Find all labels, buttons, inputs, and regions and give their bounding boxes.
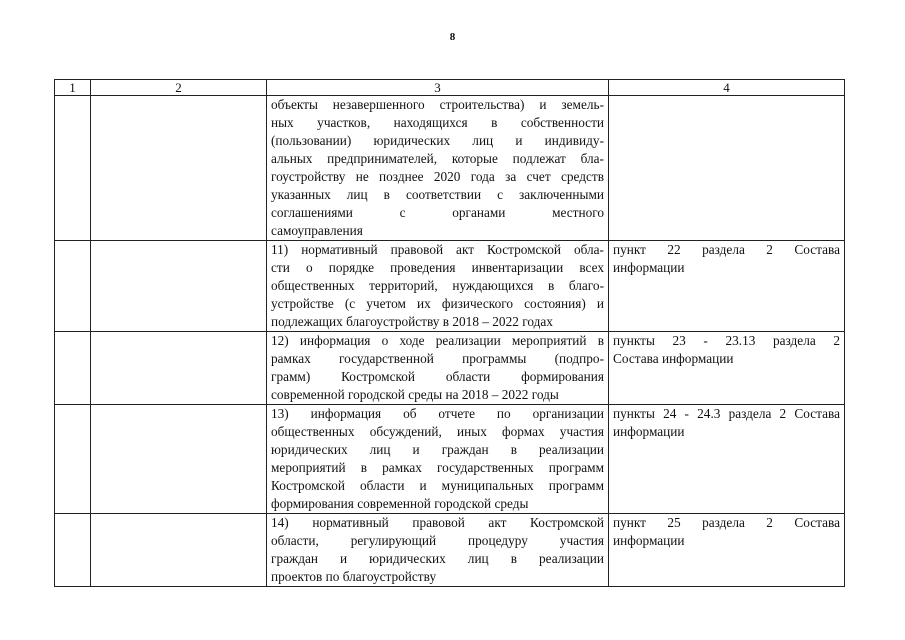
cell-text-line: устройстве (с учетом их физического состояния) и xyxy=(271,296,604,311)
cell-text-line: формирования современной городской среды xyxy=(271,496,529,511)
cell-text-line: пункты 23 - 23.13 раздела 2 xyxy=(613,333,840,348)
cell-text-line: информации xyxy=(613,533,685,548)
table-cell-col1 xyxy=(55,514,91,587)
table-cell-col1 xyxy=(55,332,91,405)
cell-text-line: грамм) Костромской области формирования xyxy=(271,369,604,384)
table-cell-reference xyxy=(609,241,845,332)
cell-text-line: пункты 24 - 24.3 раздела 2 Состава xyxy=(613,406,840,421)
header-col-4: 4 xyxy=(609,80,845,96)
cell-text-line: самоуправления xyxy=(271,223,363,238)
table-cell-col2 xyxy=(91,96,267,241)
cell-text-line: указанных лиц в соответствии с заключенными xyxy=(271,187,604,202)
cell-text-line: современной городской среды на 2018 – 2022 годы xyxy=(271,387,559,402)
cell-text-line: проектов по благоустройству xyxy=(271,569,437,584)
cell-text-line: пункт 22 раздела 2 Состава xyxy=(613,242,840,257)
table-cell-col2 xyxy=(91,332,267,405)
cell-text-line: области, регулирующий процедуру участия xyxy=(271,533,604,548)
table-cell-reference xyxy=(609,96,845,241)
table-cell-reference xyxy=(609,514,845,587)
table-cell-description xyxy=(267,96,609,241)
cell-text-line: 13) информация об отчете по организации xyxy=(271,406,604,421)
table-row xyxy=(55,241,845,332)
cell-text-line: юридических лиц и граждан в реализации xyxy=(271,442,604,457)
cell-text-line: общественных обсуждений, иных формах участия xyxy=(271,424,604,439)
cell-text-line: Состава информации xyxy=(613,351,734,366)
page-number: 8 xyxy=(449,31,456,43)
table-row xyxy=(55,332,845,405)
cell-text-line: общественных территорий, нуждающихся в благо- xyxy=(271,278,604,293)
cell-text-line: пункт 25 раздела 2 Состава xyxy=(613,515,840,530)
header-col-3: 3 xyxy=(267,80,609,96)
table-cell-col2 xyxy=(91,514,267,587)
cell-text-line: рамках государственной программы (подпро- xyxy=(271,351,604,366)
table-cell-reference xyxy=(609,405,845,514)
table-cell-description xyxy=(267,514,609,587)
cell-text-line: 12) информация о ходе реализации мероприятий в xyxy=(271,333,604,348)
cell-text-line: гоустройству не позднее 2020 года за счет средств xyxy=(271,169,604,184)
table-row xyxy=(55,405,845,514)
header-col-2: 2 xyxy=(91,80,267,96)
table-row xyxy=(55,514,845,587)
table-cell-col2 xyxy=(91,405,267,514)
cell-text-line: мероприятий в рамках государственных программ xyxy=(271,460,604,475)
table-cell-col1 xyxy=(55,241,91,332)
cell-text-line: 11) нормативный правовой акт Костромской обла- xyxy=(271,242,604,257)
cell-text-line: информации xyxy=(613,260,685,275)
table-cell-col2 xyxy=(91,241,267,332)
cell-text-line: (пользовании) юридических лиц и индивиду- xyxy=(271,133,604,148)
cell-text-line: информации xyxy=(613,424,685,439)
table-cell-description xyxy=(267,405,609,514)
cell-text-line: объекты незавершенного строительства) и земель- xyxy=(271,97,604,112)
cell-text-line: 14) нормативный правовой акт Костромской xyxy=(271,515,604,530)
header-col-1: 1 xyxy=(55,80,91,96)
cell-text-line: соглашениями с органами местного xyxy=(271,205,604,220)
table-cell-col1 xyxy=(55,96,91,241)
document-table xyxy=(54,79,845,587)
table-row xyxy=(55,96,845,241)
table-header-row xyxy=(55,80,845,96)
table-cell-description xyxy=(267,241,609,332)
cell-text-line: ных участков, находящихся в собственности xyxy=(271,115,604,130)
cell-text-line: альных предпринимателей, которые подлежат бла- xyxy=(271,151,604,166)
table-cell-reference xyxy=(609,332,845,405)
cell-text-line: граждан и юридических лиц в реализации xyxy=(271,551,604,566)
table-cell-col1 xyxy=(55,405,91,514)
cell-text-line: подлежащих благоустройству в 2018 – 2022 годах xyxy=(271,314,553,329)
cell-text-line: сти о порядке проведения инвентаризации всех xyxy=(271,260,604,275)
cell-text-line: Костромской области и муниципальных программ xyxy=(271,478,604,493)
table-cell-description xyxy=(267,332,609,405)
